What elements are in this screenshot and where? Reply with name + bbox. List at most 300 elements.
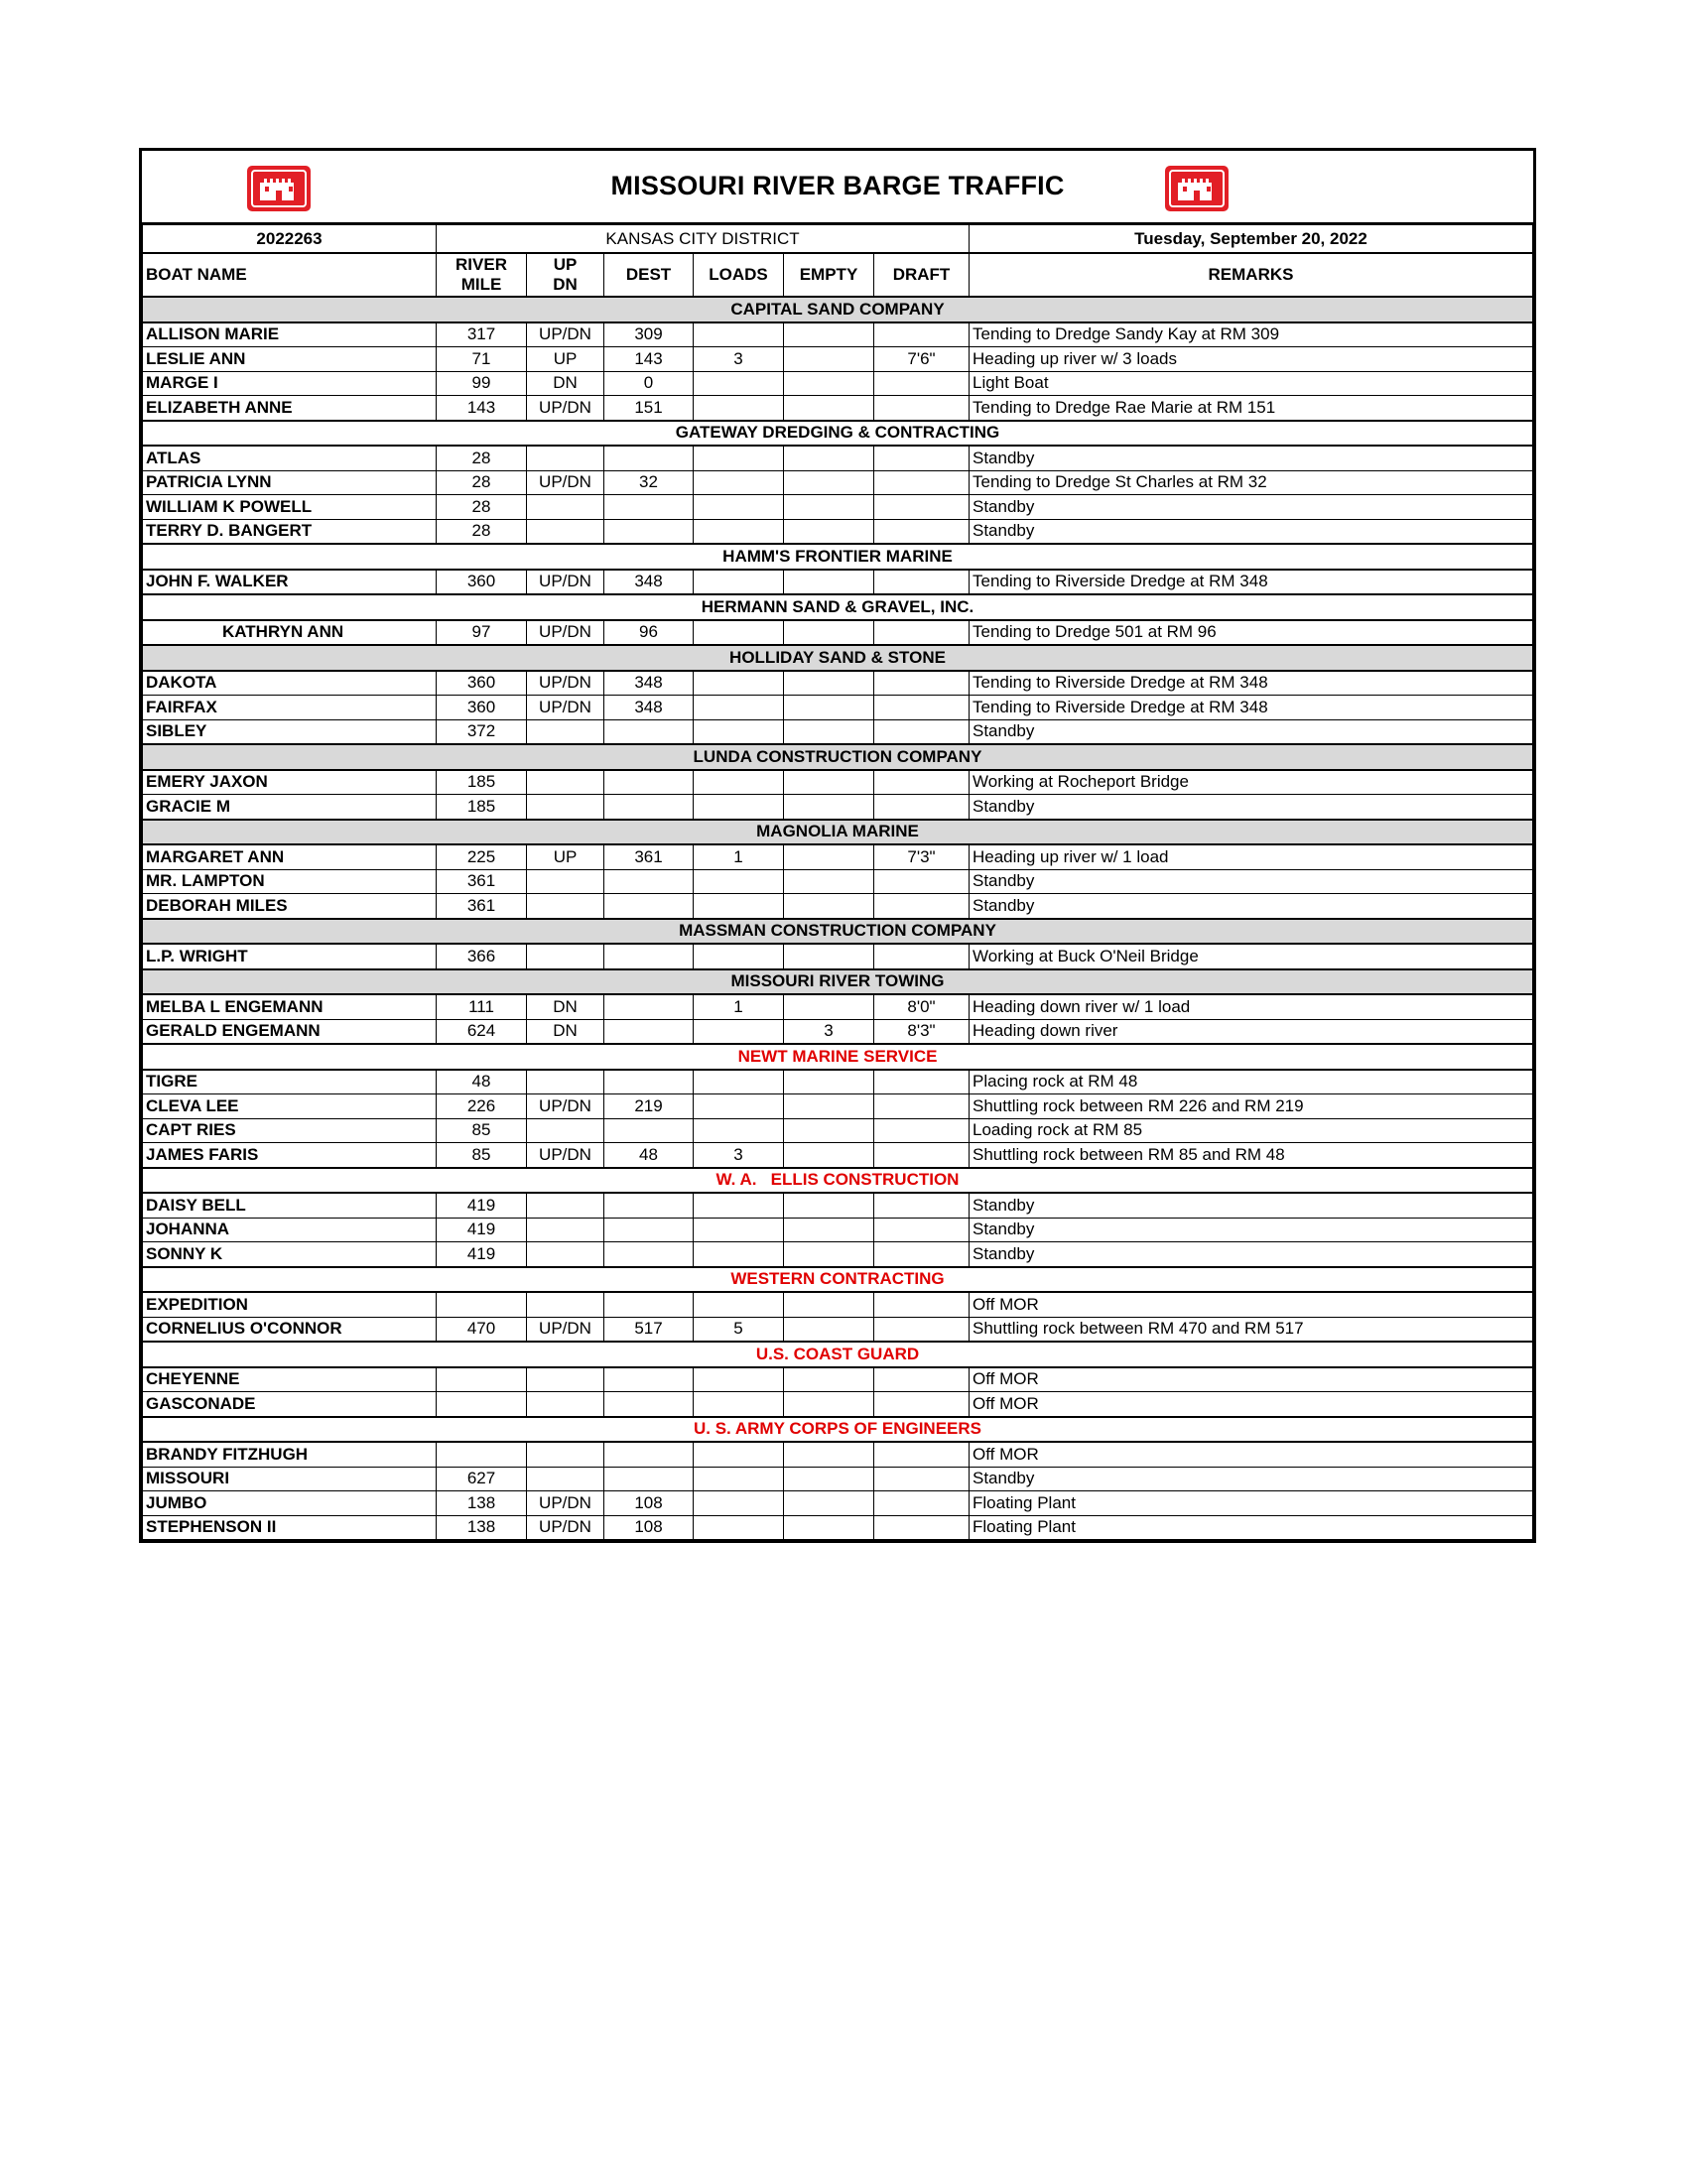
boat-name-cell: MR. LAMPTON (143, 869, 437, 894)
loads-cell (694, 1094, 784, 1119)
empty-cell (784, 719, 874, 744)
destination-cell (604, 719, 694, 744)
empty-cell (784, 1070, 874, 1094)
remarks-cell: Shuttling rock between RM 85 and RM 48 (970, 1143, 1533, 1168)
remarks-cell: Working at Buck O'Neil Bridge (970, 944, 1533, 969)
empty-cell (784, 1467, 874, 1491)
river-mile-cell: 28 (437, 470, 527, 495)
company-name: MASSMAN CONSTRUCTION COMPANY (143, 919, 1533, 945)
draft-cell (874, 495, 970, 520)
boat-row (143, 671, 1533, 696)
company-name: MAGNOLIA MARINE (143, 820, 1533, 845)
boat-name-cell: SONNY K (143, 1242, 437, 1267)
river-mile-cell (437, 1392, 527, 1417)
boat-row (143, 1467, 1533, 1491)
boat-row (143, 1442, 1533, 1467)
boat-row (143, 696, 1533, 720)
direction-cell: UP/DN (527, 322, 604, 347)
boat-row (143, 1143, 1533, 1168)
remarks-cell: Placing rock at RM 48 (970, 1070, 1533, 1094)
draft-cell (874, 1467, 970, 1491)
river-mile-cell: 470 (437, 1317, 527, 1342)
remarks-cell: Tending to Dredge St Charles at RM 32 (970, 470, 1533, 495)
header-empty: EMPTY (784, 253, 874, 297)
company-header-row (143, 1267, 1533, 1293)
district-name: KANSAS CITY DISTRICT (437, 225, 970, 254)
draft-cell (874, 620, 970, 646)
boat-row (143, 470, 1533, 495)
direction-cell (527, 894, 604, 919)
destination-cell: 348 (604, 570, 694, 595)
direction-cell: UP/DN (527, 470, 604, 495)
empty-cell (784, 894, 874, 919)
draft-cell (874, 869, 970, 894)
company-header-row (143, 421, 1533, 447)
loads-cell (694, 1515, 784, 1540)
empty-cell (784, 620, 874, 646)
direction-cell (527, 944, 604, 969)
remarks-cell: Tending to Dredge Rae Marie at RM 151 (970, 396, 1533, 421)
boat-name-cell: KATHRYN ANN (143, 620, 437, 646)
draft-cell (874, 396, 970, 421)
loads-cell: 1 (694, 994, 784, 1019)
destination-cell: 108 (604, 1491, 694, 1516)
boat-name-cell: CHEYENNE (143, 1367, 437, 1392)
loads-cell (694, 1242, 784, 1267)
destination-cell: 361 (604, 844, 694, 869)
company-name: GATEWAY DREDGING & CONTRACTING (143, 421, 1533, 447)
direction-cell: UP/DN (527, 1491, 604, 1516)
draft-cell (874, 671, 970, 696)
destination-cell (604, 446, 694, 470)
company-header-row (143, 744, 1533, 770)
direction-cell (527, 1218, 604, 1242)
river-mile-cell: 361 (437, 869, 527, 894)
remarks-cell: Standby (970, 1193, 1533, 1218)
direction-cell: UP (527, 347, 604, 372)
header-draft: DRAFT (874, 253, 970, 297)
direction-cell: UP/DN (527, 396, 604, 421)
river-mile-cell: 28 (437, 495, 527, 520)
remarks-cell: Floating Plant (970, 1491, 1533, 1516)
destination-cell (604, 1019, 694, 1044)
company-header-row (143, 645, 1533, 671)
remarks-cell: Off MOR (970, 1442, 1533, 1467)
direction-cell (527, 770, 604, 795)
empty-cell (784, 844, 874, 869)
river-mile-cell: 372 (437, 719, 527, 744)
draft-cell (874, 944, 970, 969)
boat-row (143, 1070, 1533, 1094)
direction-cell (527, 795, 604, 820)
boat-name-cell: JOHN F. WALKER (143, 570, 437, 595)
destination-cell: 32 (604, 470, 694, 495)
boat-name-cell: DEBORAH MILES (143, 894, 437, 919)
draft-cell (874, 894, 970, 919)
direction-cell (527, 1442, 604, 1467)
company-name: WESTERN CONTRACTING (143, 1267, 1533, 1293)
company-header-row (143, 820, 1533, 845)
destination-cell (604, 1218, 694, 1242)
boat-row (143, 1515, 1533, 1540)
remarks-cell: Off MOR (970, 1392, 1533, 1417)
river-mile-cell: 99 (437, 371, 527, 396)
draft-cell: 7'3" (874, 844, 970, 869)
remarks-cell: Floating Plant (970, 1515, 1533, 1540)
empty-cell (784, 1193, 874, 1218)
empty-cell (784, 1515, 874, 1540)
barge-traffic-report (139, 148, 1536, 1543)
empty-cell (784, 1292, 874, 1317)
direction-cell: DN (527, 371, 604, 396)
boat-row (143, 1193, 1533, 1218)
destination-cell (604, 1242, 694, 1267)
company-header-row (143, 1044, 1533, 1070)
loads-cell (694, 1467, 784, 1491)
company-header-row (143, 544, 1533, 570)
remarks-cell: Standby (970, 446, 1533, 470)
company-name: MISSOURI RIVER TOWING (143, 969, 1533, 995)
loads-cell (694, 770, 784, 795)
boat-name-cell: JUMBO (143, 1491, 437, 1516)
remarks-cell: Standby (970, 719, 1533, 744)
loads-cell (694, 371, 784, 396)
destination-cell (604, 519, 694, 544)
company-name: HAMM'S FRONTIER MARINE (143, 544, 1533, 570)
loads-cell (694, 1193, 784, 1218)
boat-row (143, 570, 1533, 595)
boat-row (143, 620, 1533, 646)
direction-cell: DN (527, 1019, 604, 1044)
direction-cell (527, 1118, 604, 1143)
boat-name-cell: MELBA L ENGEMANN (143, 994, 437, 1019)
empty-cell (784, 1118, 874, 1143)
direction-cell (527, 519, 604, 544)
loads-cell (694, 1367, 784, 1392)
destination-cell (604, 1292, 694, 1317)
boat-name-cell: MISSOURI (143, 1467, 437, 1491)
empty-cell (784, 1143, 874, 1168)
destination-cell: 219 (604, 1094, 694, 1119)
direction-cell (527, 869, 604, 894)
empty-cell (784, 795, 874, 820)
draft-cell (874, 1392, 970, 1417)
remarks-cell: Working at Rocheport Bridge (970, 770, 1533, 795)
river-mile-cell: 419 (437, 1193, 527, 1218)
loads-cell (694, 570, 784, 595)
draft-cell (874, 1070, 970, 1094)
boat-name-cell: ALLISON MARIE (143, 322, 437, 347)
boat-name-cell: EXPEDITION (143, 1292, 437, 1317)
loads-cell (694, 470, 784, 495)
loads-cell (694, 495, 784, 520)
empty-cell (784, 696, 874, 720)
river-mile-cell: 85 (437, 1143, 527, 1168)
direction-cell: UP/DN (527, 1317, 604, 1342)
empty-cell (784, 944, 874, 969)
boat-row (143, 1218, 1533, 1242)
empty-cell (784, 770, 874, 795)
remarks-cell: Heading down river w/ 1 load (970, 994, 1533, 1019)
boat-row (143, 371, 1533, 396)
direction-cell: UP/DN (527, 620, 604, 646)
direction-cell (527, 1070, 604, 1094)
boat-row (143, 1292, 1533, 1317)
river-mile-cell: 138 (437, 1491, 527, 1516)
destination-cell: 48 (604, 1143, 694, 1168)
boat-row (143, 495, 1533, 520)
empty-cell (784, 322, 874, 347)
draft-cell (874, 519, 970, 544)
direction-cell: UP/DN (527, 1143, 604, 1168)
direction-cell (527, 1392, 604, 1417)
remarks-cell: Standby (970, 894, 1533, 919)
draft-cell (874, 322, 970, 347)
draft-cell (874, 570, 970, 595)
direction-cell (527, 719, 604, 744)
boat-row (143, 1317, 1533, 1342)
destination-cell: 143 (604, 347, 694, 372)
direction-cell: UP (527, 844, 604, 869)
remarks-cell: Tending to Riverside Dredge at RM 348 (970, 671, 1533, 696)
header-loads: LOADS (694, 253, 784, 297)
draft-cell (874, 1193, 970, 1218)
remarks-cell: Heading down river (970, 1019, 1533, 1044)
boat-row (143, 1019, 1533, 1044)
destination-cell: 348 (604, 671, 694, 696)
destination-cell (604, 894, 694, 919)
boat-row (143, 446, 1533, 470)
empty-cell (784, 994, 874, 1019)
draft-cell (874, 470, 970, 495)
boat-name-cell: ATLAS (143, 446, 437, 470)
loads-cell (694, 519, 784, 544)
empty-cell (784, 1392, 874, 1417)
boat-name-cell: STEPHENSON II (143, 1515, 437, 1540)
loads-cell (694, 396, 784, 421)
boat-row (143, 347, 1533, 372)
empty-cell (784, 671, 874, 696)
draft-cell: 7'6" (874, 347, 970, 372)
draft-cell (874, 1367, 970, 1392)
destination-cell (604, 1392, 694, 1417)
draft-cell: 8'0" (874, 994, 970, 1019)
loads-cell (694, 620, 784, 646)
boat-name-cell: TERRY D. BANGERT (143, 519, 437, 544)
remarks-cell: Shuttling rock between RM 470 and RM 517 (970, 1317, 1533, 1342)
remarks-cell: Off MOR (970, 1292, 1533, 1317)
empty-cell (784, 1218, 874, 1242)
destination-cell (604, 795, 694, 820)
destination-cell: 0 (604, 371, 694, 396)
empty-cell (784, 396, 874, 421)
company-header-row (143, 297, 1533, 322)
boat-row (143, 1367, 1533, 1392)
boat-row (143, 944, 1533, 969)
river-mile-cell: 85 (437, 1118, 527, 1143)
boat-row (143, 1491, 1533, 1516)
draft-cell (874, 371, 970, 396)
header-remarks: REMARKS (970, 253, 1533, 297)
draft-cell (874, 795, 970, 820)
empty-cell (784, 347, 874, 372)
destination-cell: 108 (604, 1515, 694, 1540)
destination-cell: 151 (604, 396, 694, 421)
loads-cell (694, 1392, 784, 1417)
header-dest: DEST (604, 253, 694, 297)
draft-cell (874, 1143, 970, 1168)
direction-cell: UP/DN (527, 1094, 604, 1119)
draft-cell (874, 770, 970, 795)
report-id: 2022263 (143, 225, 437, 254)
destination-cell (604, 1367, 694, 1392)
direction-cell: UP/DN (527, 696, 604, 720)
direction-cell (527, 1292, 604, 1317)
boat-row (143, 1392, 1533, 1417)
direction-cell: UP/DN (527, 1515, 604, 1540)
remarks-cell: Standby (970, 1242, 1533, 1267)
river-mile-cell: 360 (437, 570, 527, 595)
river-mile-cell: 111 (437, 994, 527, 1019)
destination-cell: 309 (604, 322, 694, 347)
boat-name-cell: GERALD ENGEMANN (143, 1019, 437, 1044)
loads-cell (694, 1019, 784, 1044)
loads-cell: 3 (694, 1143, 784, 1168)
river-mile-cell: 48 (437, 1070, 527, 1094)
company-name: HOLLIDAY SAND & STONE (143, 645, 1533, 671)
boat-row (143, 894, 1533, 919)
direction-cell: DN (527, 994, 604, 1019)
river-mile-cell: 225 (437, 844, 527, 869)
boat-name-cell: GASCONADE (143, 1392, 437, 1417)
empty-cell: 3 (784, 1019, 874, 1044)
boat-name-cell: SIBLEY (143, 719, 437, 744)
loads-cell (694, 1442, 784, 1467)
boat-name-cell: CORNELIUS O'CONNOR (143, 1317, 437, 1342)
loads-cell (694, 944, 784, 969)
river-mile-cell (437, 1367, 527, 1392)
loads-cell (694, 1070, 784, 1094)
river-mile-cell: 360 (437, 671, 527, 696)
river-mile-cell: 317 (437, 322, 527, 347)
company-name: W. A. ELLIS CONSTRUCTION (143, 1168, 1533, 1194)
direction-cell (527, 1467, 604, 1491)
direction-cell (527, 1242, 604, 1267)
boat-name-cell: LESLIE ANN (143, 347, 437, 372)
remarks-cell: Standby (970, 795, 1533, 820)
river-mile-cell: 28 (437, 519, 527, 544)
empty-cell (784, 1317, 874, 1342)
company-name: CAPITAL SAND COMPANY (143, 297, 1533, 322)
direction-cell: UP/DN (527, 671, 604, 696)
loads-cell (694, 894, 784, 919)
boat-row (143, 869, 1533, 894)
boat-name-cell: MARGARET ANN (143, 844, 437, 869)
destination-cell: 517 (604, 1317, 694, 1342)
boat-row (143, 519, 1533, 544)
empty-cell (784, 570, 874, 595)
column-header-row (143, 253, 1533, 297)
destination-cell: 348 (604, 696, 694, 720)
remarks-cell: Tending to Riverside Dredge at RM 348 (970, 570, 1533, 595)
destination-cell: 96 (604, 620, 694, 646)
header-up-dn: UP DN (527, 253, 604, 297)
company-header-row (143, 1342, 1533, 1367)
loads-cell (694, 1218, 784, 1242)
boat-name-cell: EMERY JAXON (143, 770, 437, 795)
destination-cell (604, 495, 694, 520)
draft-cell (874, 1292, 970, 1317)
destination-cell (604, 1442, 694, 1467)
river-mile-cell: 366 (437, 944, 527, 969)
empty-cell (784, 1367, 874, 1392)
river-mile-cell: 419 (437, 1218, 527, 1242)
river-mile-cell: 185 (437, 770, 527, 795)
company-name: NEWT MARINE SERVICE (143, 1044, 1533, 1070)
draft-cell (874, 1491, 970, 1516)
boat-name-cell: L.P. WRIGHT (143, 944, 437, 969)
remarks-cell: Standby (970, 495, 1533, 520)
empty-cell (784, 1094, 874, 1119)
boat-row (143, 1242, 1533, 1267)
boat-name-cell: JOHANNA (143, 1218, 437, 1242)
empty-cell (784, 446, 874, 470)
river-mile-cell: 624 (437, 1019, 527, 1044)
draft-cell (874, 1515, 970, 1540)
destination-cell (604, 994, 694, 1019)
boat-name-cell: WILLIAM K POWELL (143, 495, 437, 520)
loads-cell (694, 719, 784, 744)
loads-cell: 1 (694, 844, 784, 869)
remarks-cell: Shuttling rock between RM 226 and RM 219 (970, 1094, 1533, 1119)
boat-row (143, 1118, 1533, 1143)
river-mile-cell: 419 (437, 1242, 527, 1267)
loads-cell (694, 1491, 784, 1516)
empty-cell (784, 519, 874, 544)
destination-cell (604, 869, 694, 894)
remarks-cell: Light Boat (970, 371, 1533, 396)
header-boat-name: BOAT NAME (143, 253, 437, 297)
loads-cell: 5 (694, 1317, 784, 1342)
boat-row (143, 396, 1533, 421)
river-mile-cell: 627 (437, 1467, 527, 1491)
boat-name-cell: PATRICIA LYNN (143, 470, 437, 495)
draft-cell (874, 1094, 970, 1119)
report-date: Tuesday, September 20, 2022 (970, 225, 1533, 254)
company-name: U. S. ARMY CORPS OF ENGINEERS (143, 1417, 1533, 1443)
loads-cell (694, 446, 784, 470)
river-mile-cell (437, 1442, 527, 1467)
boat-row (143, 994, 1533, 1019)
remarks-cell: Heading up river w/ 1 load (970, 844, 1533, 869)
company-header-row (143, 1168, 1533, 1194)
boat-row (143, 1094, 1533, 1119)
remarks-cell: Loading rock at RM 85 (970, 1118, 1533, 1143)
boat-name-cell: CAPT RIES (143, 1118, 437, 1143)
draft-cell (874, 1442, 970, 1467)
direction-cell (527, 1367, 604, 1392)
destination-cell (604, 770, 694, 795)
boat-name-cell: MARGE I (143, 371, 437, 396)
boat-name-cell: GRACIE M (143, 795, 437, 820)
draft-cell (874, 446, 970, 470)
loads-cell (694, 795, 784, 820)
draft-cell (874, 1317, 970, 1342)
draft-cell: 8'3" (874, 1019, 970, 1044)
loads-cell (694, 322, 784, 347)
remarks-cell: Tending to Riverside Dredge at RM 348 (970, 696, 1533, 720)
empty-cell (784, 1491, 874, 1516)
